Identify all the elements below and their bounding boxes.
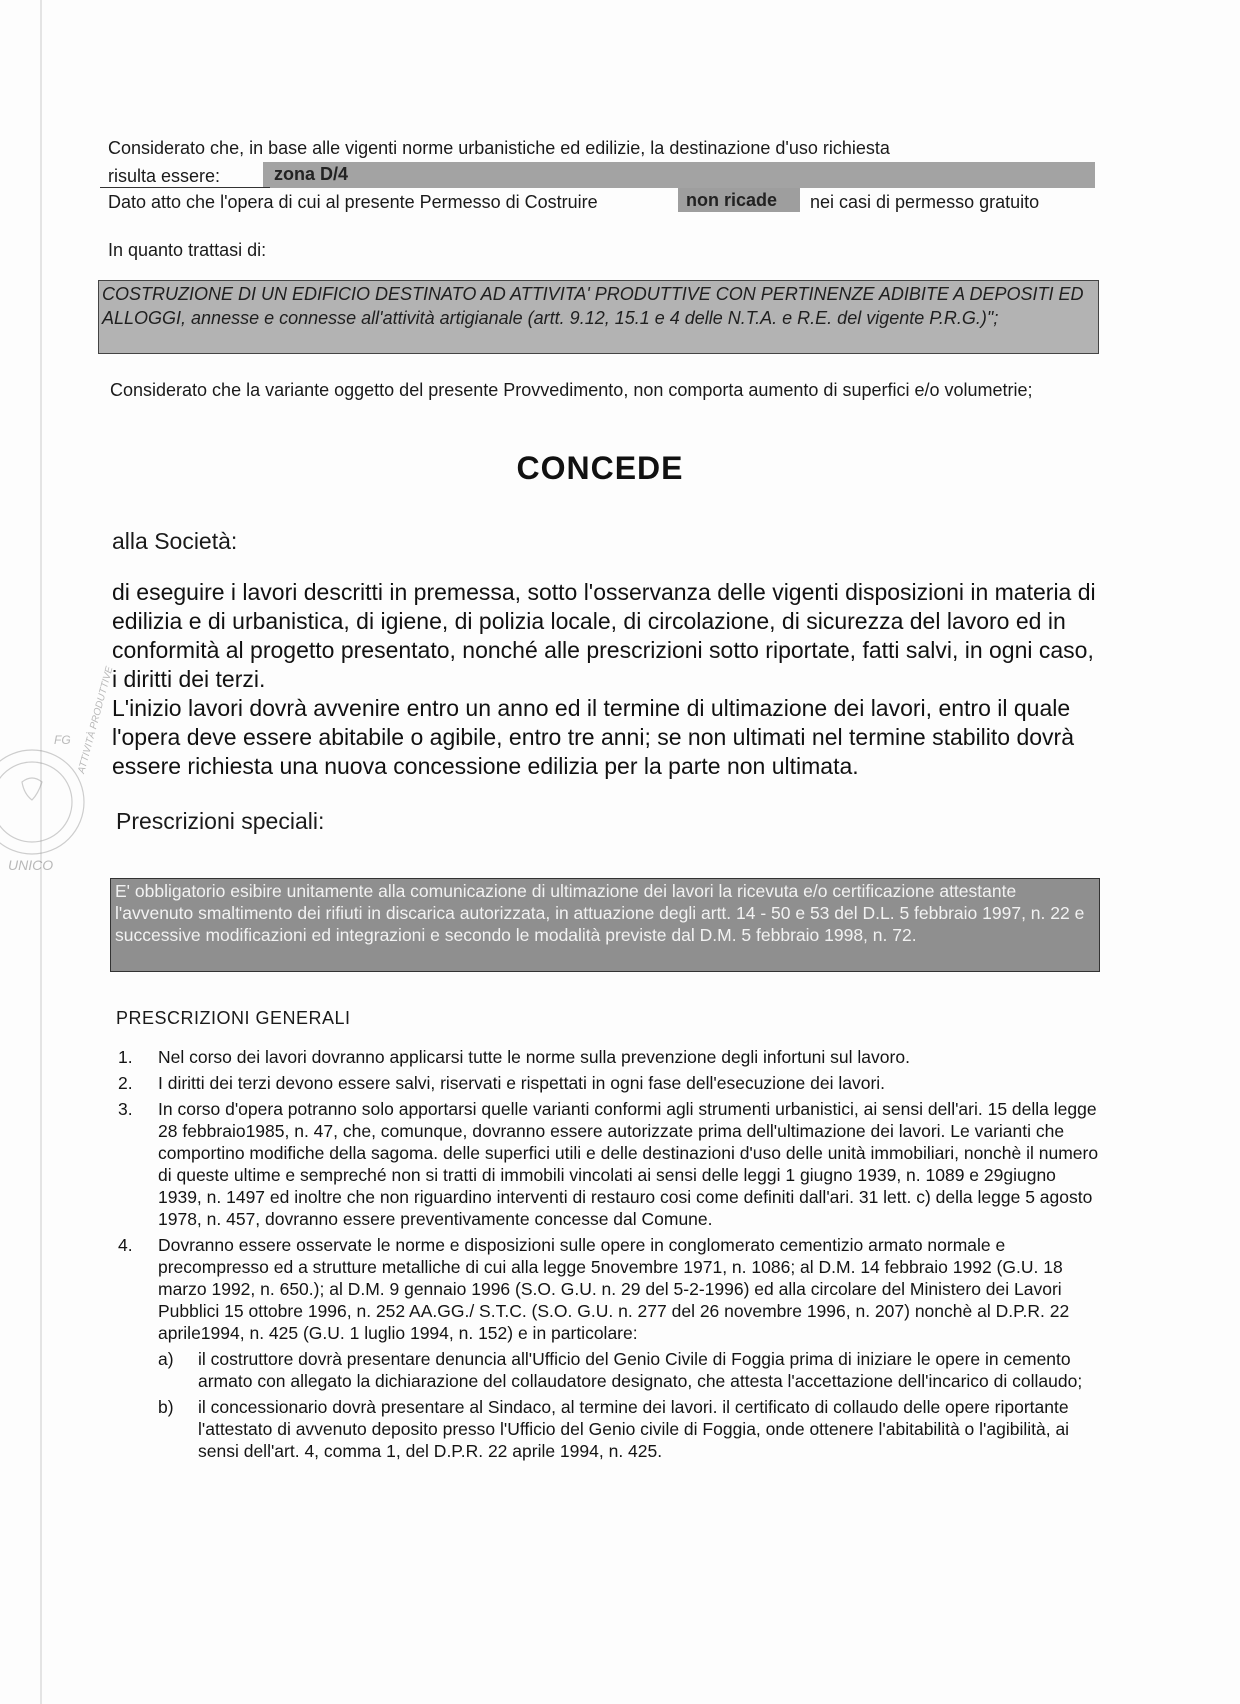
stamp-unico: UNICO bbox=[8, 857, 54, 873]
in-quanto-label: In quanto trattasi di: bbox=[108, 240, 267, 260]
dato-atto-line: Dato atto che l'opera di cui al presente Permesso di Costruire bbox=[108, 192, 598, 212]
list-text: In corso d'opera potranno solo apportarsi quelle varianti conformi agli strumenti urbanistici, ai sensi dell'ari. 15 della legge 28 febbraio1985, n. 47, che, comunque, dovranno essere autorizzate prima dell'ultimazione dei lavori. Le varianti che comportino modifiche della sagoma. delle superfici utili e delle destinazioni d'uso delle unità immobiliari, nonchè il numero di queste ultime e sempreché non si tratti di immobili vincolati ai sensi delle leggi 1 giugno 1939, n. 1089 e 29giugno 1939, n. 1497 ed inoltre che non riguardino interventi di restauro cosi come definiti dall'ari. 31 lett. c) della legge 5 agosto 1978, n. 457, dovranno essere preventivamente concesse dal Comune. bbox=[158, 1099, 1099, 1229]
list-number: 3. bbox=[118, 1099, 133, 1119]
sub-list-text: il costruttore dovrà presentare denuncia all'Ufficio del Genio Civile di Foggia prima di iniziare le opere in cemento armato con allegato la dichiarazione del collaudatore designato, che attesta l'accettazione dell'incarico di collaudo; bbox=[198, 1349, 1083, 1391]
prescrizione-text: E' obbligatorio esibire unitamente alla comunicazione di ultimazione dei lavori la ricevuta e/o certificazione attestante l'avvenuto smaltimento dei rifiuti in discarica autorizzata, in attuazione degli artt. 14 - 50 e 53 del D.L. 5 febbraio 1997, n. 22 e successive modificazioni ed integrazioni e secondo le modalità previste dal D.M. 5 febbraio 1998, n. 72. bbox=[115, 881, 1085, 945]
list-item bbox=[118, 1234, 1103, 1462]
considerato-variante: Considerato che la variante oggetto del presente Provvedimento, non comporta aumento di superfici e/o volumetrie; bbox=[110, 380, 1033, 400]
body-paragraph-2: L'inizio lavori dovrà avvenire entro un anno ed il termine di ultimazione dei lavori, entro il quale l'opera deve essere abitabile o agibile, entro tre anni; se non ultimati nel termine stabilito dovrà essere richiesta una nuova concessione edilizia per la parte non ultimata. bbox=[112, 695, 1075, 779]
zona-value: zona D/4 bbox=[274, 164, 349, 184]
prescrizioni-speciali-heading: Prescrizioni speciali: bbox=[116, 808, 325, 834]
zona-highlight bbox=[263, 162, 1095, 188]
concede-heading: CONCEDE bbox=[516, 450, 684, 486]
stamp-attivita: ATTIVITÀ PRODUTTIVE bbox=[76, 665, 116, 775]
societa-label: alla Società: bbox=[112, 528, 238, 554]
sub-list-item bbox=[158, 1348, 1103, 1392]
considerato-line: Considerato che, in base alle vigenti norme urbanistiche ed edilizie, la destinazione d'uso richiesta bbox=[108, 138, 890, 158]
concessione-body bbox=[112, 578, 1097, 781]
sub-list-letter: a) bbox=[158, 1349, 174, 1369]
prescrizioni-list bbox=[118, 1046, 1103, 1466]
sub-list-item bbox=[158, 1396, 1103, 1462]
sub-list-letter: b) bbox=[158, 1397, 174, 1417]
list-item bbox=[118, 1046, 1103, 1068]
non-ricade-value: non ricade bbox=[686, 190, 778, 210]
stamp-fg: FG bbox=[54, 733, 71, 747]
list-item bbox=[118, 1072, 1103, 1094]
list-item bbox=[118, 1098, 1103, 1230]
body-paragraph-1: di eseguire i lavori descritti in premessa, sotto l'osservanza delle vigenti disposizioni in materia di edilizia e di urbanistica, di igiene, di polizia locale, di circolazione, di sicurezza del lavoro ed in conformità al progetto presentato, nonché alle prescrizioni sotto riportate, fatti salvi, in ogni caso, i diritti dei terzi. bbox=[112, 579, 1096, 692]
list-number: 4. bbox=[118, 1235, 133, 1255]
permesso-gratuito-text: nei casi di permesso gratuito bbox=[810, 192, 1040, 212]
list-number: 1. bbox=[118, 1047, 133, 1067]
list-text: I diritti dei terzi devono essere salvi, riservati e rispettati in ogni fase dell'esecuzione dei lavori. bbox=[158, 1073, 886, 1093]
risulta-label: risulta essere: bbox=[108, 166, 221, 186]
sub-list-text: il concessionario dovrà presentare al Sindaco, al termine dei lavori. il certificato di collaudo delle opere riportante l'attestato di avvenuto deposito presso l'Ufficio del Genio civile di Foggia, onde ottenere l'abitabilità o l'agibilità, ai sensi dell'art. 4, comma 1, del D.P.R. 22 aprile 1994, n. 425. bbox=[198, 1397, 1070, 1461]
list-text: Nel corso dei lavori dovranno applicarsi tutte le norme sulla prevenzione degli infortuni sul lavoro. bbox=[158, 1047, 910, 1067]
underline-rule bbox=[100, 187, 270, 188]
list-text: Dovranno essere osservate le norme e disposizioni sulle opere in conglomerato cementizio armato normale e precompresso ed a strutture metalliche di cui alla legge 5novembre 1971, n. 1086; al D.M. 14 febbraio 1992 (G.U. 18 marzo 1992, n. 650.); al D.M. 9 gennaio 1996 (S.O. G.U. n. 29 del 5-2-1996) ed alla circolare del Ministero dei Lavori Pubblici 15 ottobre 1996, n. 252 AA.GG./ S.T.C. (S.O. G.U. n. 277 del 26 novembre 1996, n. 207) nonchè al D.P.R. 22 aprile1994, n. 425 (G.U. 1 luglio 1994, n. 152) e in particolare: bbox=[158, 1235, 1070, 1343]
oggetto-text: COSTRUZIONE DI UN EDIFICIO DESTINATO AD ATTIVITA' PRODUTTIVE CON PERTINENZE ADIBITE A DEPOSITI ED ALLOGGI, annesse e connesse all'attività artigianale (artt. 9.12, 15.1 e 4 delle N.T.A. e R.E. del vigente P.R.G.)"; bbox=[102, 284, 1084, 328]
list-number: 2. bbox=[118, 1073, 133, 1093]
official-stamp bbox=[2, 665, 116, 894]
prescrizioni-generali-heading: PRESCRIZIONI GENERALI bbox=[116, 1008, 351, 1028]
